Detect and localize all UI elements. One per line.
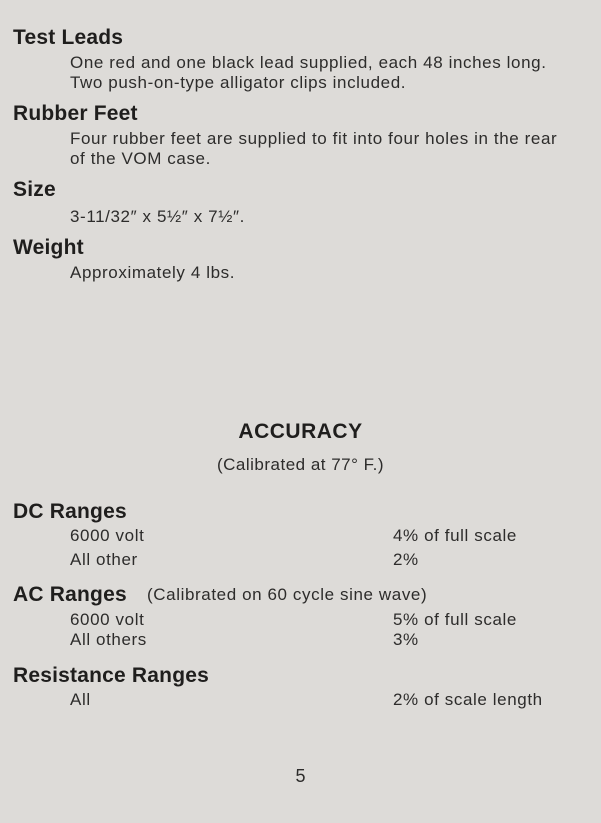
dc-row-value: 4% of full scale xyxy=(393,526,517,545)
weight-value: Approximately 4 lbs. xyxy=(70,263,236,282)
resistance-ranges-heading: Resistance Ranges xyxy=(13,664,209,687)
accuracy-title: ACCURACY xyxy=(238,420,363,443)
dc-ranges-heading: DC Ranges xyxy=(13,500,127,523)
ac-row-value: 5% of full scale xyxy=(393,610,517,629)
ac-row-label: All others xyxy=(70,630,147,649)
rubber-feet-heading: Rubber Feet xyxy=(13,102,138,125)
page-number: 5 xyxy=(295,766,306,786)
test-leads-heading: Test Leads xyxy=(13,26,124,49)
rubber-feet-line-1: Four rubber feet are supplied to fit into four holes in the rear xyxy=(70,129,558,148)
resistance-row-label: All xyxy=(70,690,91,709)
resistance-row-value: 2% of scale length xyxy=(393,690,543,709)
ac-row-value: 3% xyxy=(393,630,419,649)
rubber-feet-line-2: of the VOM case. xyxy=(70,149,211,168)
test-leads-line-2: Two push-on-type alligator clips included. xyxy=(70,73,407,92)
size-heading: Size xyxy=(13,178,56,201)
dc-row-value: 2% xyxy=(393,550,419,569)
accuracy-subtitle: (Calibrated at 77° F.) xyxy=(216,455,385,474)
dc-row-label: 6000 volt xyxy=(70,526,145,545)
size-value: 3-11/32″ x 5½″ x 7½″. xyxy=(70,207,245,226)
dc-row-label: All other xyxy=(70,550,138,569)
test-leads-line-1: One red and one black lead supplied, each 48 inches long. xyxy=(70,53,547,72)
ac-ranges-heading: AC Ranges xyxy=(13,583,127,606)
ac-ranges-note: (Calibrated on 60 cycle sine wave) xyxy=(147,585,428,604)
ac-row-label: 6000 volt xyxy=(70,610,145,629)
weight-heading: Weight xyxy=(13,236,84,259)
